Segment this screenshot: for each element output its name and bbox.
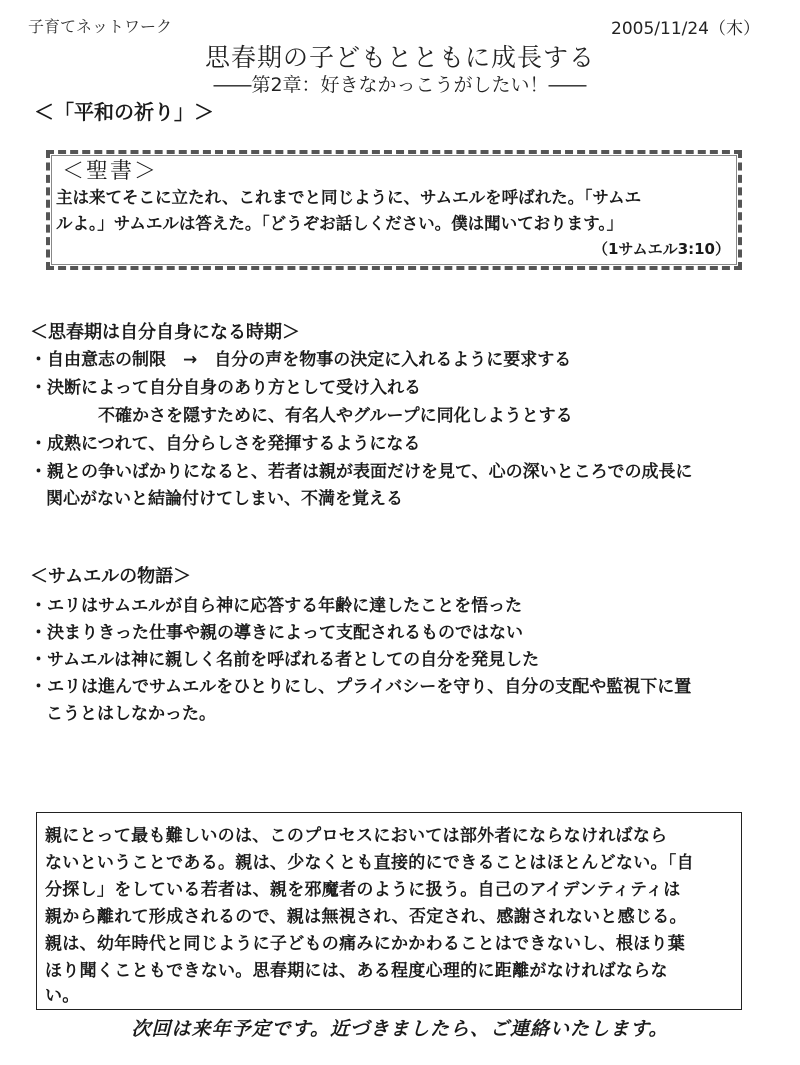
date: 2005/11/24（木） — [611, 19, 760, 39]
list-item: ・成熟につれて、自分らしさを発揮するようになる — [30, 434, 421, 454]
list-item: ・エリはサムエルが自ら神に応答する年齢に達したことを悟った — [30, 596, 523, 616]
section-heading-adolescence: ＜思春期は自分自身になる時期＞ — [30, 322, 300, 343]
list-item: ・決断によって自分自身のあり方として受け入れる — [30, 378, 421, 398]
page-title: 思春期の子どもとともに成長する — [204, 43, 595, 72]
scripture-heading: ＜聖書＞ — [62, 159, 159, 184]
scripture-reference: （1サムエル3:10） — [593, 240, 730, 258]
section-heading-samuel: ＜サムエルの物語＞ — [30, 566, 192, 587]
scripture-line: 主は来てそこに立たれ、これまでと同じように、サムエルを呼ばれた。「サムエ — [56, 188, 642, 207]
organization-name: 子育てネットワーク — [28, 17, 173, 36]
list-item: ・エリは進んでサムエルをひとりにし、プライバシーを守り、自分の支配や監視下に置 — [30, 677, 692, 697]
quote-line: ないということである。親は、少なくとも直接的にできることはほとんどない。「自 — [45, 853, 694, 873]
list-item: ・親との争いばかりになると、若者は親が表面だけを見て、心の深いところでの成長に — [30, 462, 693, 482]
theme-heading: ＜「平和の祈り」＞ — [34, 100, 214, 124]
scripture-line: ルよ。」サムエルは答えた。「どうぞお話しください。僕は聞いております。」 — [56, 214, 624, 233]
list-item: ・決まりきった仕事や親の導きによって支配されるものではない — [30, 623, 523, 643]
quote-line: 親は、幼年時代と同じように子どもの痛みにかかわることはできないし、根ほり葉 — [45, 934, 686, 954]
list-item-continuation: 不確かさを隠すために、有名人やグループに同化しようとする — [98, 406, 573, 426]
quote-line: ほり聞くこともできない。思春期には、ある程度心理的に距離がなければならな — [45, 961, 668, 981]
list-item-continuation: こうとはしなかった。 — [46, 704, 216, 724]
list-item-continuation: 関心がないと結論付けてしまい、不満を覚える — [46, 489, 403, 509]
quote-line: 親にとって最も難しいのは、このプロセスにおいては部外者にならなければなら — [45, 826, 668, 846]
quote-line: い。 — [45, 986, 80, 1006]
list-item: ・サムエルは神に親しく名前を呼ばれる者としての自分を発見した — [30, 650, 540, 670]
quote-box — [36, 812, 742, 1010]
scripture-box — [46, 150, 742, 270]
chapter-subtitle: ――第2章：好きなかっこうがしたい！―― — [213, 74, 587, 96]
quote-line: 分探し」をしている若者は、親を邪魔者のように扱う。自己のアイデンティティは — [45, 880, 681, 900]
list-item: ・自由意志の制限 → 自分の声を物事の決定に入れるように要求する — [30, 350, 572, 370]
footer-note: 次回は来年予定です。近づきましたら、ご連絡いたします。 — [131, 1018, 669, 1040]
quote-line: 親から離れて形成されるので、親は無視され、否定され、感謝されないと感じる。 — [45, 907, 687, 927]
